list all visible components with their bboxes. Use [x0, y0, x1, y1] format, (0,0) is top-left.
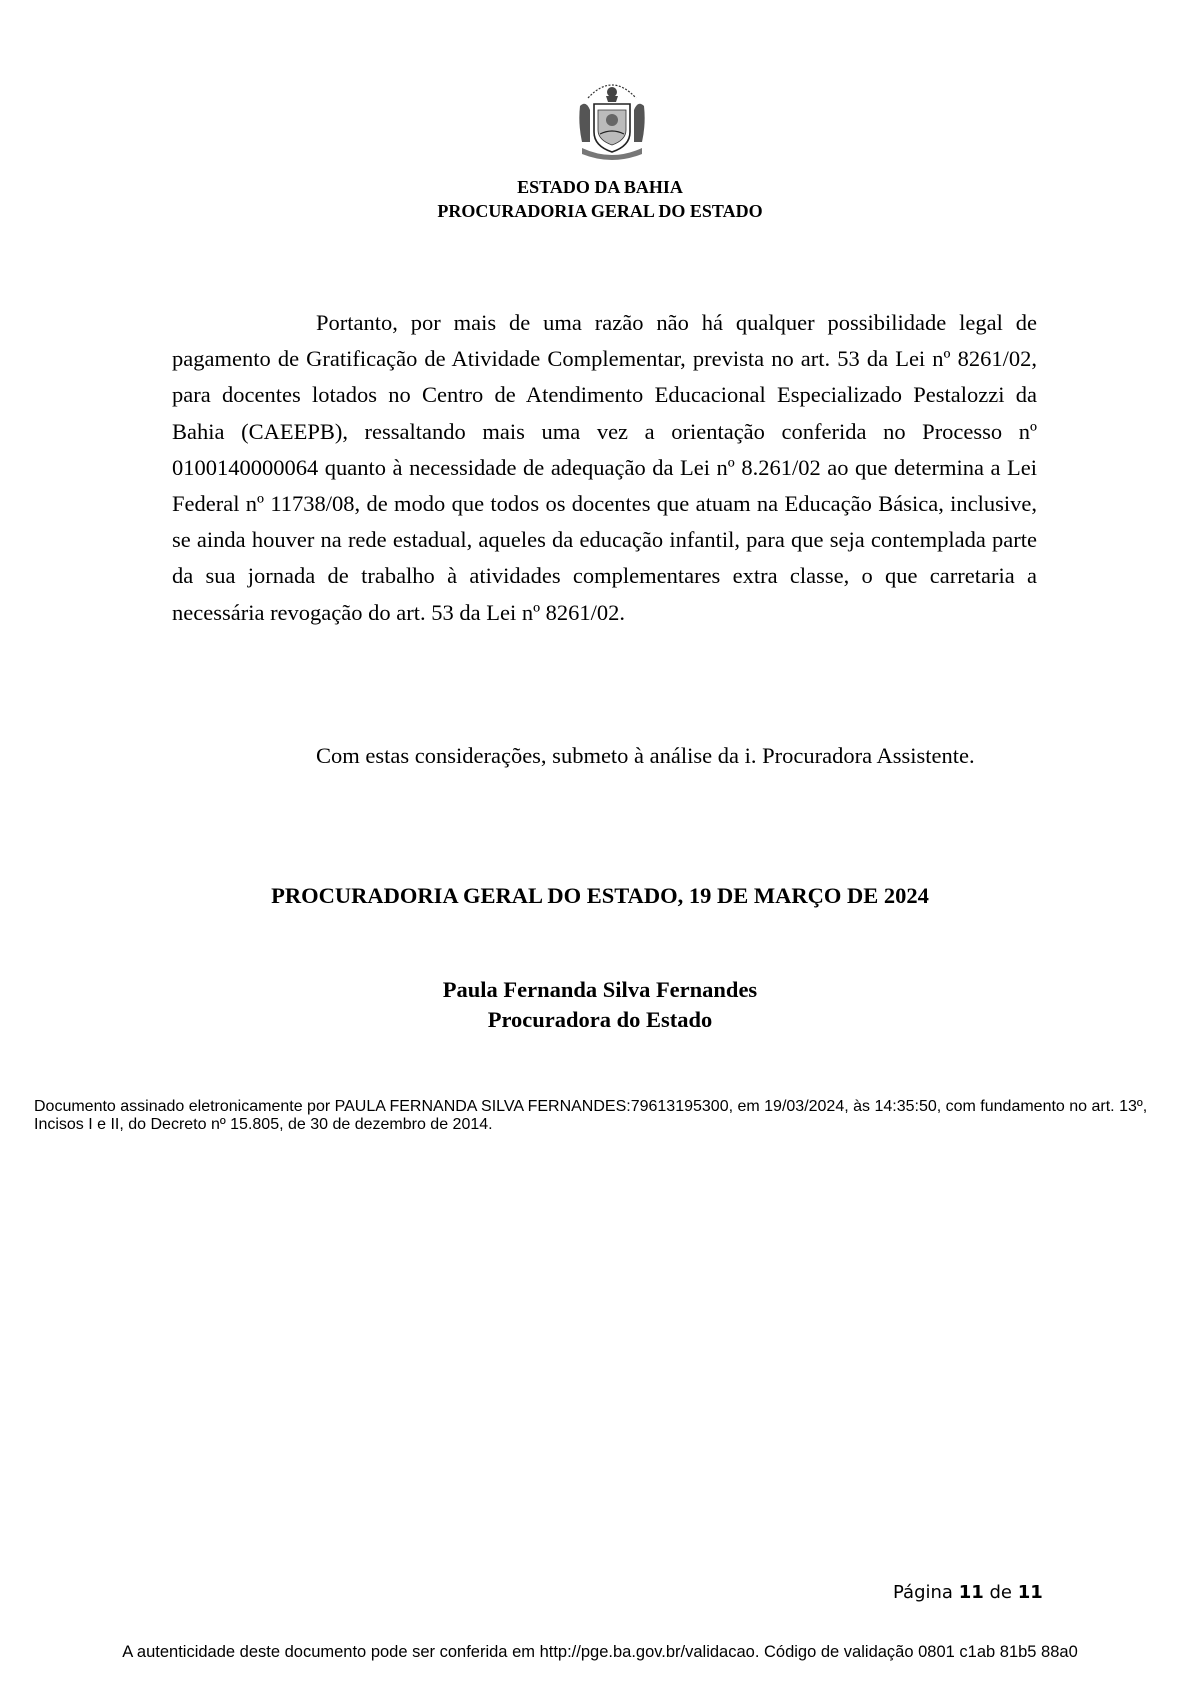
signer-role: Procuradora do Estado — [487, 1007, 713, 1032]
page-total: 11 — [1017, 1582, 1043, 1603]
header-agency: PROCURADORIA GERAL DO ESTADO — [437, 201, 763, 221]
page-label: Página — [893, 1582, 953, 1603]
page-number — [893, 1581, 1043, 1605]
page-current: 11 — [958, 1582, 984, 1603]
electronic-signature-note: Documento assinado eletronicamente por PAULA FERNANDA SILVA FERNANDES:79613195300, em 19/03/2024, às 14:35:50, com fundamento no art. 13º, Incisos I e II, do Decreto nº 15.805, de 30 de dezembro de 2014. — [34, 1098, 1148, 1133]
page-separator: de — [989, 1582, 1012, 1603]
body-paragraph-1: Portanto, por mais de uma razão não há qualquer possibilidade legal de pagamento de Gratificação de Atividade Complementar, prevista no art. 53 da Lei nº 8261/02, para docentes lotados no Centro de Atendimento Educacional Especializado Pestalozzi da Bahia (CAEEPB), ressaltando mais uma vez a orientação conferida no Processo nº 0100140000064 quanto à necessidade de adequação da Lei nº 8.261/02 ao que determina a Lei Federal nº 11738/08, de modo que todos os docentes que atuam na Educação Básica, inclusive, se ainda houver na rede estadual, aqueles da educação infantil, para que seja contemplada parte da sua jornada de trabalho à atividades complementares extra classe, o que carretaria a necessária revogação do art. 53 da Lei nº 8261/02. — [172, 310, 1037, 625]
signature-place-date: PROCURADORIA GERAL DO ESTADO, 19 DE MARÇO DE 2024 — [271, 883, 929, 908]
header-state: ESTADO DA BAHIA — [517, 177, 683, 197]
body-paragraph-2: Com estas considerações, submeto à análise da i. Procuradora Assistente. — [316, 743, 975, 768]
authenticity-footer: A autenticidade deste documento pode ser conferida em http://pge.ba.gov.br/validacao. Código de validação 0801 c1ab 81b5 88a0 — [122, 1643, 1078, 1661]
signer-name: Paula Fernanda Silva Fernandes — [442, 977, 758, 1002]
state-coat-of-arms-icon — [574, 72, 650, 160]
